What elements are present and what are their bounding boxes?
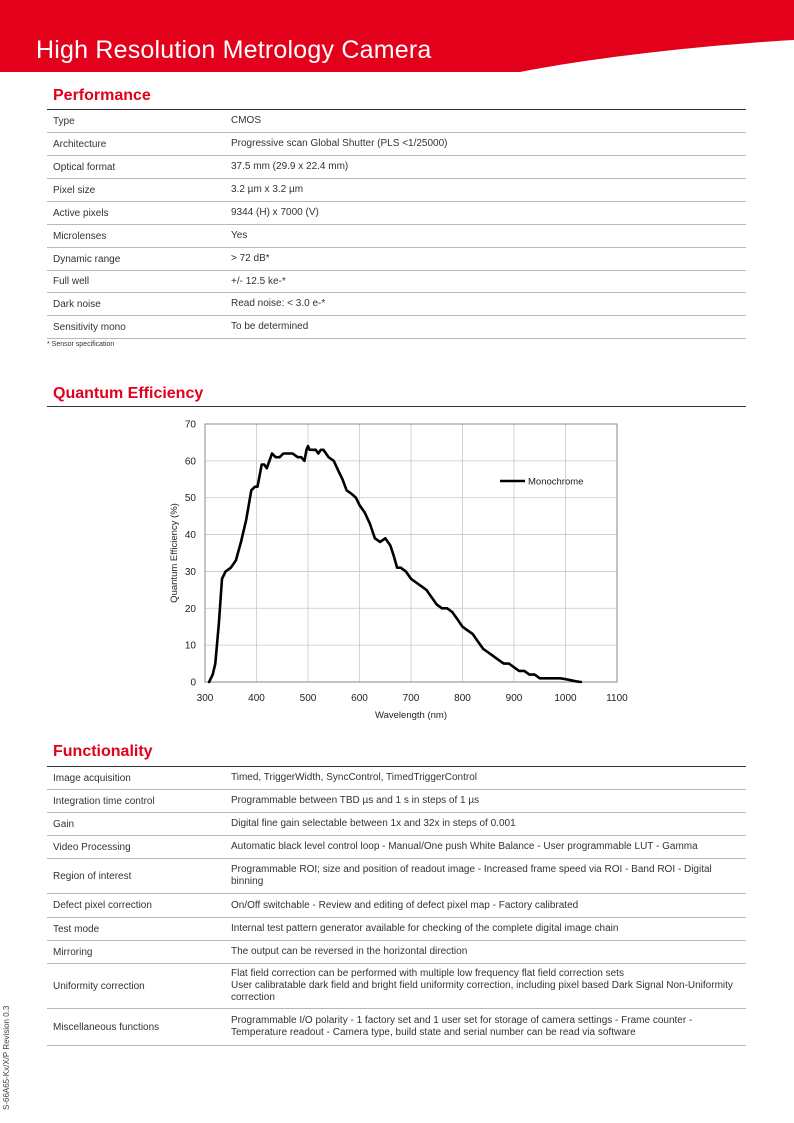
x-tick-label: 1000 [554, 693, 577, 704]
performance-row [47, 202, 746, 225]
spec-value: Programmable between TBD µs and 1 s in steps of 1 µs [231, 795, 480, 806]
spec-value: Flat field correction can be performed with multiple low frequency flat field correction sets User calibratable dark field and bright field uniformity correction, including pixel based Dark Signal Non-Uniformity correction [231, 968, 733, 1003]
page-title: High Resolution Metrology Camera [36, 36, 432, 64]
functionality-row [47, 941, 746, 964]
series-line-monochrome [209, 446, 584, 682]
spec-label: Video Processing [53, 841, 131, 853]
y-tick-label: 30 [184, 566, 196, 578]
legend-label: Monochrome [528, 476, 584, 488]
spec-value: 3.2 µm x 3.2 µm [231, 184, 304, 195]
document-code: S-66A65-Kx/X/P Revision 0.3 [2, 1005, 11, 1110]
x-axis-label: Wavelength (nm) [375, 710, 447, 721]
performance-row [47, 248, 746, 271]
spec-value: To be determined [231, 321, 309, 332]
spec-label: Dark noise [53, 298, 101, 310]
spec-label: Region of interest [53, 870, 132, 882]
y-tick-label: 70 [184, 419, 196, 431]
spec-value: Yes [231, 230, 248, 241]
functionality-row [47, 859, 746, 894]
spec-label: Sensitivity mono [53, 321, 126, 333]
x-tick-label: 300 [196, 693, 214, 704]
section-rule [47, 406, 746, 407]
performance-row [47, 225, 746, 248]
performance-row [47, 133, 746, 156]
performance-row [47, 156, 746, 179]
spec-value: On/Off switchable - Review and editing of defect pixel map - Factory calibrated [231, 899, 579, 911]
performance-row [47, 293, 746, 316]
spec-value: Programmable ROI; size and position of readout image - Increased frame speed via ROI - Band ROI - Digital binning [231, 864, 712, 887]
y-tick-label: 60 [184, 456, 196, 468]
spec-label: Type [53, 115, 75, 127]
spec-value: > 72 dB* [231, 253, 270, 264]
spec-label: Microlenses [53, 230, 107, 242]
spec-label: Uniformity correction [53, 980, 145, 992]
header-banner [0, 0, 794, 72]
y-axis-label: Quantum Efficiency (%) [169, 503, 180, 603]
spec-label: Integration time control [53, 795, 155, 807]
spec-label: Active pixels [53, 207, 109, 219]
spec-label: Dynamic range [53, 253, 121, 265]
x-tick-label: 900 [505, 693, 523, 704]
spec-value: Read noise: < 3.0 e-* [231, 298, 326, 309]
y-tick-label: 20 [184, 603, 196, 615]
spec-label: Mirroring [53, 946, 93, 958]
spec-value: CMOS [231, 115, 261, 126]
spec-value: Automatic black level control loop - Manual/One push White Balance - User programmable LUT - Gamma [231, 841, 698, 852]
spec-value: Digital fine gain selectable between 1x and 32x in steps of 0.001 [231, 818, 516, 829]
spec-label: Test mode [53, 923, 100, 935]
performance-table [47, 110, 746, 339]
spec-value: 37.5 mm (29.9 x 22.4 mm) [231, 161, 349, 172]
section-title-quantum-efficiency: Quantum Efficiency [53, 385, 204, 402]
x-tick-label: 400 [248, 693, 265, 704]
x-tick-label: 600 [351, 693, 368, 704]
spec-label: Architecture [53, 138, 107, 150]
spec-value: Timed, TriggerWidth, SyncControl, TimedTriggerControl [231, 772, 478, 783]
section-title-performance: Performance [53, 87, 151, 104]
x-tick-label: 800 [454, 693, 471, 704]
functionality-row [47, 836, 746, 859]
spec-value: Programmable I/O polarity - 1 factory set and 1 user set for storage of camera settings - Frame counter - Temperature readout - Camera type, build state and serial number can be read via software [231, 1015, 693, 1038]
functionality-row [47, 813, 746, 836]
sensor-footnote: * Sensor specification [47, 341, 115, 348]
performance-row [47, 316, 746, 339]
section-title-functionality: Functionality [53, 743, 153, 760]
spec-value: The output can be reversed in the horizontal direction [231, 946, 468, 957]
functionality-row [47, 918, 746, 941]
spec-value: Internal test pattern generator available for checking of the complete digital image chain [231, 923, 619, 934]
spec-label: Miscellaneous functions [53, 1021, 160, 1033]
y-tick-label: 40 [184, 530, 196, 542]
spec-label: Defect pixel correction [53, 900, 152, 911]
functionality-row [47, 894, 746, 918]
spec-label: Gain [53, 818, 75, 830]
spec-label: Pixel size [53, 184, 96, 196]
functionality-row [47, 1009, 746, 1046]
spec-label: Image acquisition [53, 772, 131, 784]
y-tick-label: 0 [190, 677, 196, 689]
functionality-row [47, 964, 746, 1009]
x-tick-label: 500 [299, 693, 317, 704]
performance-row [47, 179, 746, 202]
performance-row [47, 271, 746, 293]
spec-value: +/- 12.5 ke-* [231, 275, 286, 287]
spec-value: Progressive scan Global Shutter (PLS <1/25000) [231, 138, 448, 149]
functionality-row [47, 767, 746, 790]
functionality-table [47, 767, 746, 1046]
y-tick-label: 10 [184, 640, 196, 652]
y-tick-label: 50 [184, 493, 196, 505]
x-tick-label: 1100 [606, 693, 628, 704]
x-tick-label: 700 [402, 693, 420, 704]
functionality-row [47, 790, 746, 813]
spec-label: Optical format [53, 161, 116, 173]
quantum-efficiency-chart [150, 412, 640, 730]
spec-label: Full well [53, 276, 90, 287]
performance-row [47, 110, 746, 133]
spec-value: 9344 (H) x 7000 (V) [231, 207, 319, 218]
